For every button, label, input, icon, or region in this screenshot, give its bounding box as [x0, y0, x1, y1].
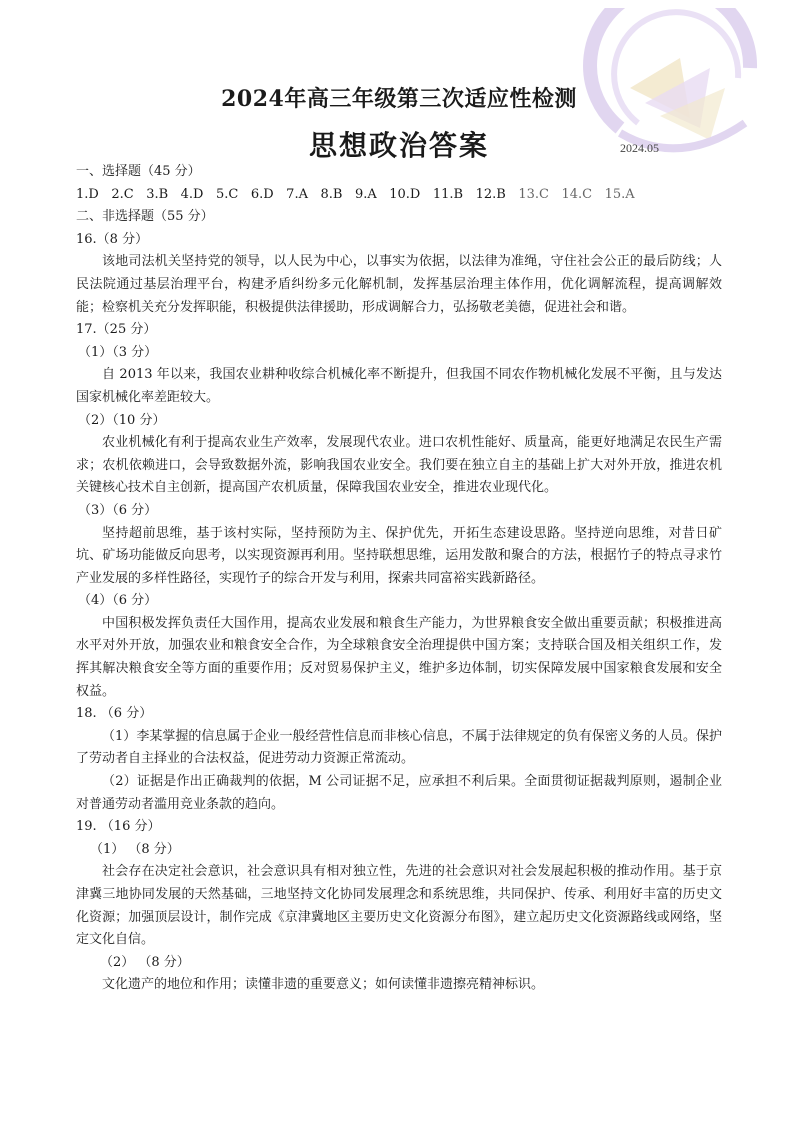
- choice-answer: 10.D: [389, 186, 421, 202]
- q19-label: 19. （16 分）: [76, 819, 161, 835]
- q17-part2-label: （2）（10 分）: [78, 412, 166, 428]
- choice-answer: 3.B: [146, 186, 169, 202]
- choice-answers: [76, 184, 722, 207]
- q17-part4-answer: 中国积极发挥负责任大国作用，提高农业发展和粮食生产能力，为世界粮食安全做出重要贡献；积极推进高水平对外开放，加强农业和粮食安全合作，为全球粮食安全治理提供中国方案；支持联合国及相关组织工作，发挥其解决粮食安全等方面的重要作用；反对贸易保护主义，维护多边体制，切实保障发展中国家粮食发展和安全权益。: [76, 615, 722, 699]
- choice-answer: 6.D: [250, 186, 274, 202]
- q19-part1-answer: 社会存在决定社会意识，社会意识具有相对独立性，先进的社会意识对社会发展起积极的推动作用。基于京津冀三地协同发展的天然基础，三地坚持文化协同发展理念和系统思维，共同保护、传承、利用好丰富的历史文化资源；加强顶层设计，制作完成《京津冀地区主要历史文化资源分布图》，建立起历史文化资源路线或网络，坚定文化自信。: [76, 864, 722, 948]
- choice-answer: 9.A: [354, 186, 377, 202]
- section-heading-choice: 一、选择题（45 分）: [76, 164, 201, 179]
- q18-part2-answer: （2）证据是作出正确裁判的依据，M 公司证据不足，应承担不利后果。全面贯彻证据裁判原则，遏制企业对普通劳动者滥用竞业条款的趋向。: [76, 774, 722, 812]
- q19-part2-label: （2） （8 分）: [100, 954, 190, 970]
- q19-part1-label: （1） （8 分）: [90, 841, 180, 857]
- answer-body: [76, 161, 722, 997]
- choice-answer: 4.D: [180, 186, 204, 202]
- choice-answer: 7.A: [286, 186, 308, 202]
- subject-title: 思想政治答案: [308, 129, 489, 162]
- q17-part3-label: （3）（6 分）: [78, 502, 158, 518]
- choice-answer: 15.A: [604, 186, 635, 202]
- choice-answer: 2.C: [111, 186, 134, 202]
- q17-part1-label: （1）（3 分）: [78, 344, 158, 360]
- choice-answer: 11.B: [432, 186, 464, 202]
- q17-part2-answer: 农业机械化有利于提高农业生产效率，发展现代农业。进口农机性能好、质量高，能更好地满足农民生产需求；农机依赖进口，会导致数据外流，影响我国农业安全。我们要在独立自主的基础上扩大对外开放，推进农机关键核心技术自主创新，提高国产农机质量，保障我国农业安全，推进农业现代化。: [76, 435, 722, 496]
- q16-answer: 该地司法机关坚持党的领导，以人民为中心，以事实为依据，以法律为准绳，守住社会公正的最后防线；人民法院通过基层治理平台，构建矛盾纠纷多元化解机制，发挥基层治理主体作用，优化调解流程，提高调解效能；检察机关充分发挥职能，积极提供法律援助，形成调解合力，弘扬敬老美德，促进社会和谐。: [76, 254, 722, 315]
- q18-label: 18. （6 分）: [76, 706, 153, 722]
- q16-label: 16.（8 分）: [76, 231, 149, 247]
- q17-label: 17.（25 分）: [76, 322, 157, 338]
- q19-part2-answer: 文化遗产的地位和作用；读懂非遗的重要意义；如何读懂非遗擦亮精神标识。: [102, 977, 545, 993]
- q18-part1-answer: （1）李某掌握的信息属于企业一般经营性信息而非核心信息，不属于法律规定的负有保密义务的人员。保护了劳动者自主择业的合法权益，促进劳动力资源正常流动。: [76, 728, 722, 767]
- q17-part3-answer: 坚持超前思维，基于该村实际，坚持预防为主、保护优先，开拓生态建设思路。坚持逆向思维，对昔日矿坑、矿场功能做反向思考，以实现资源再利用。坚持联想思维，运用发散和聚合的方法，根据竹子的特点寻求竹产业发展的多样性路径，实现竹子的综合开发与利用，探索共同富裕实践新路径。: [76, 525, 722, 586]
- choice-answer: 12.B: [475, 186, 506, 202]
- choice-answer: 13.C: [518, 186, 549, 202]
- choice-answer: 14.C: [561, 186, 593, 202]
- section-heading-nonchoice: 二、非选择题（55 分）: [76, 209, 214, 225]
- q17-part4-label: （4）（6 分）: [78, 593, 158, 609]
- choice-answer: 8.B: [320, 186, 343, 202]
- exam-title: 2024年高三年级第三次适应性检测: [221, 86, 577, 112]
- choice-answer: 1.D: [76, 186, 99, 202]
- q17-part1-answer: 自 2013 年以来，我国农业耕种收综合机械化率不断提升，但我国不同农作物机械化发展不平衡，且与发达国家机械化率差距较大。: [76, 367, 722, 405]
- choice-answer: 5.C: [215, 186, 239, 202]
- exam-date: 2024.05: [620, 141, 659, 155]
